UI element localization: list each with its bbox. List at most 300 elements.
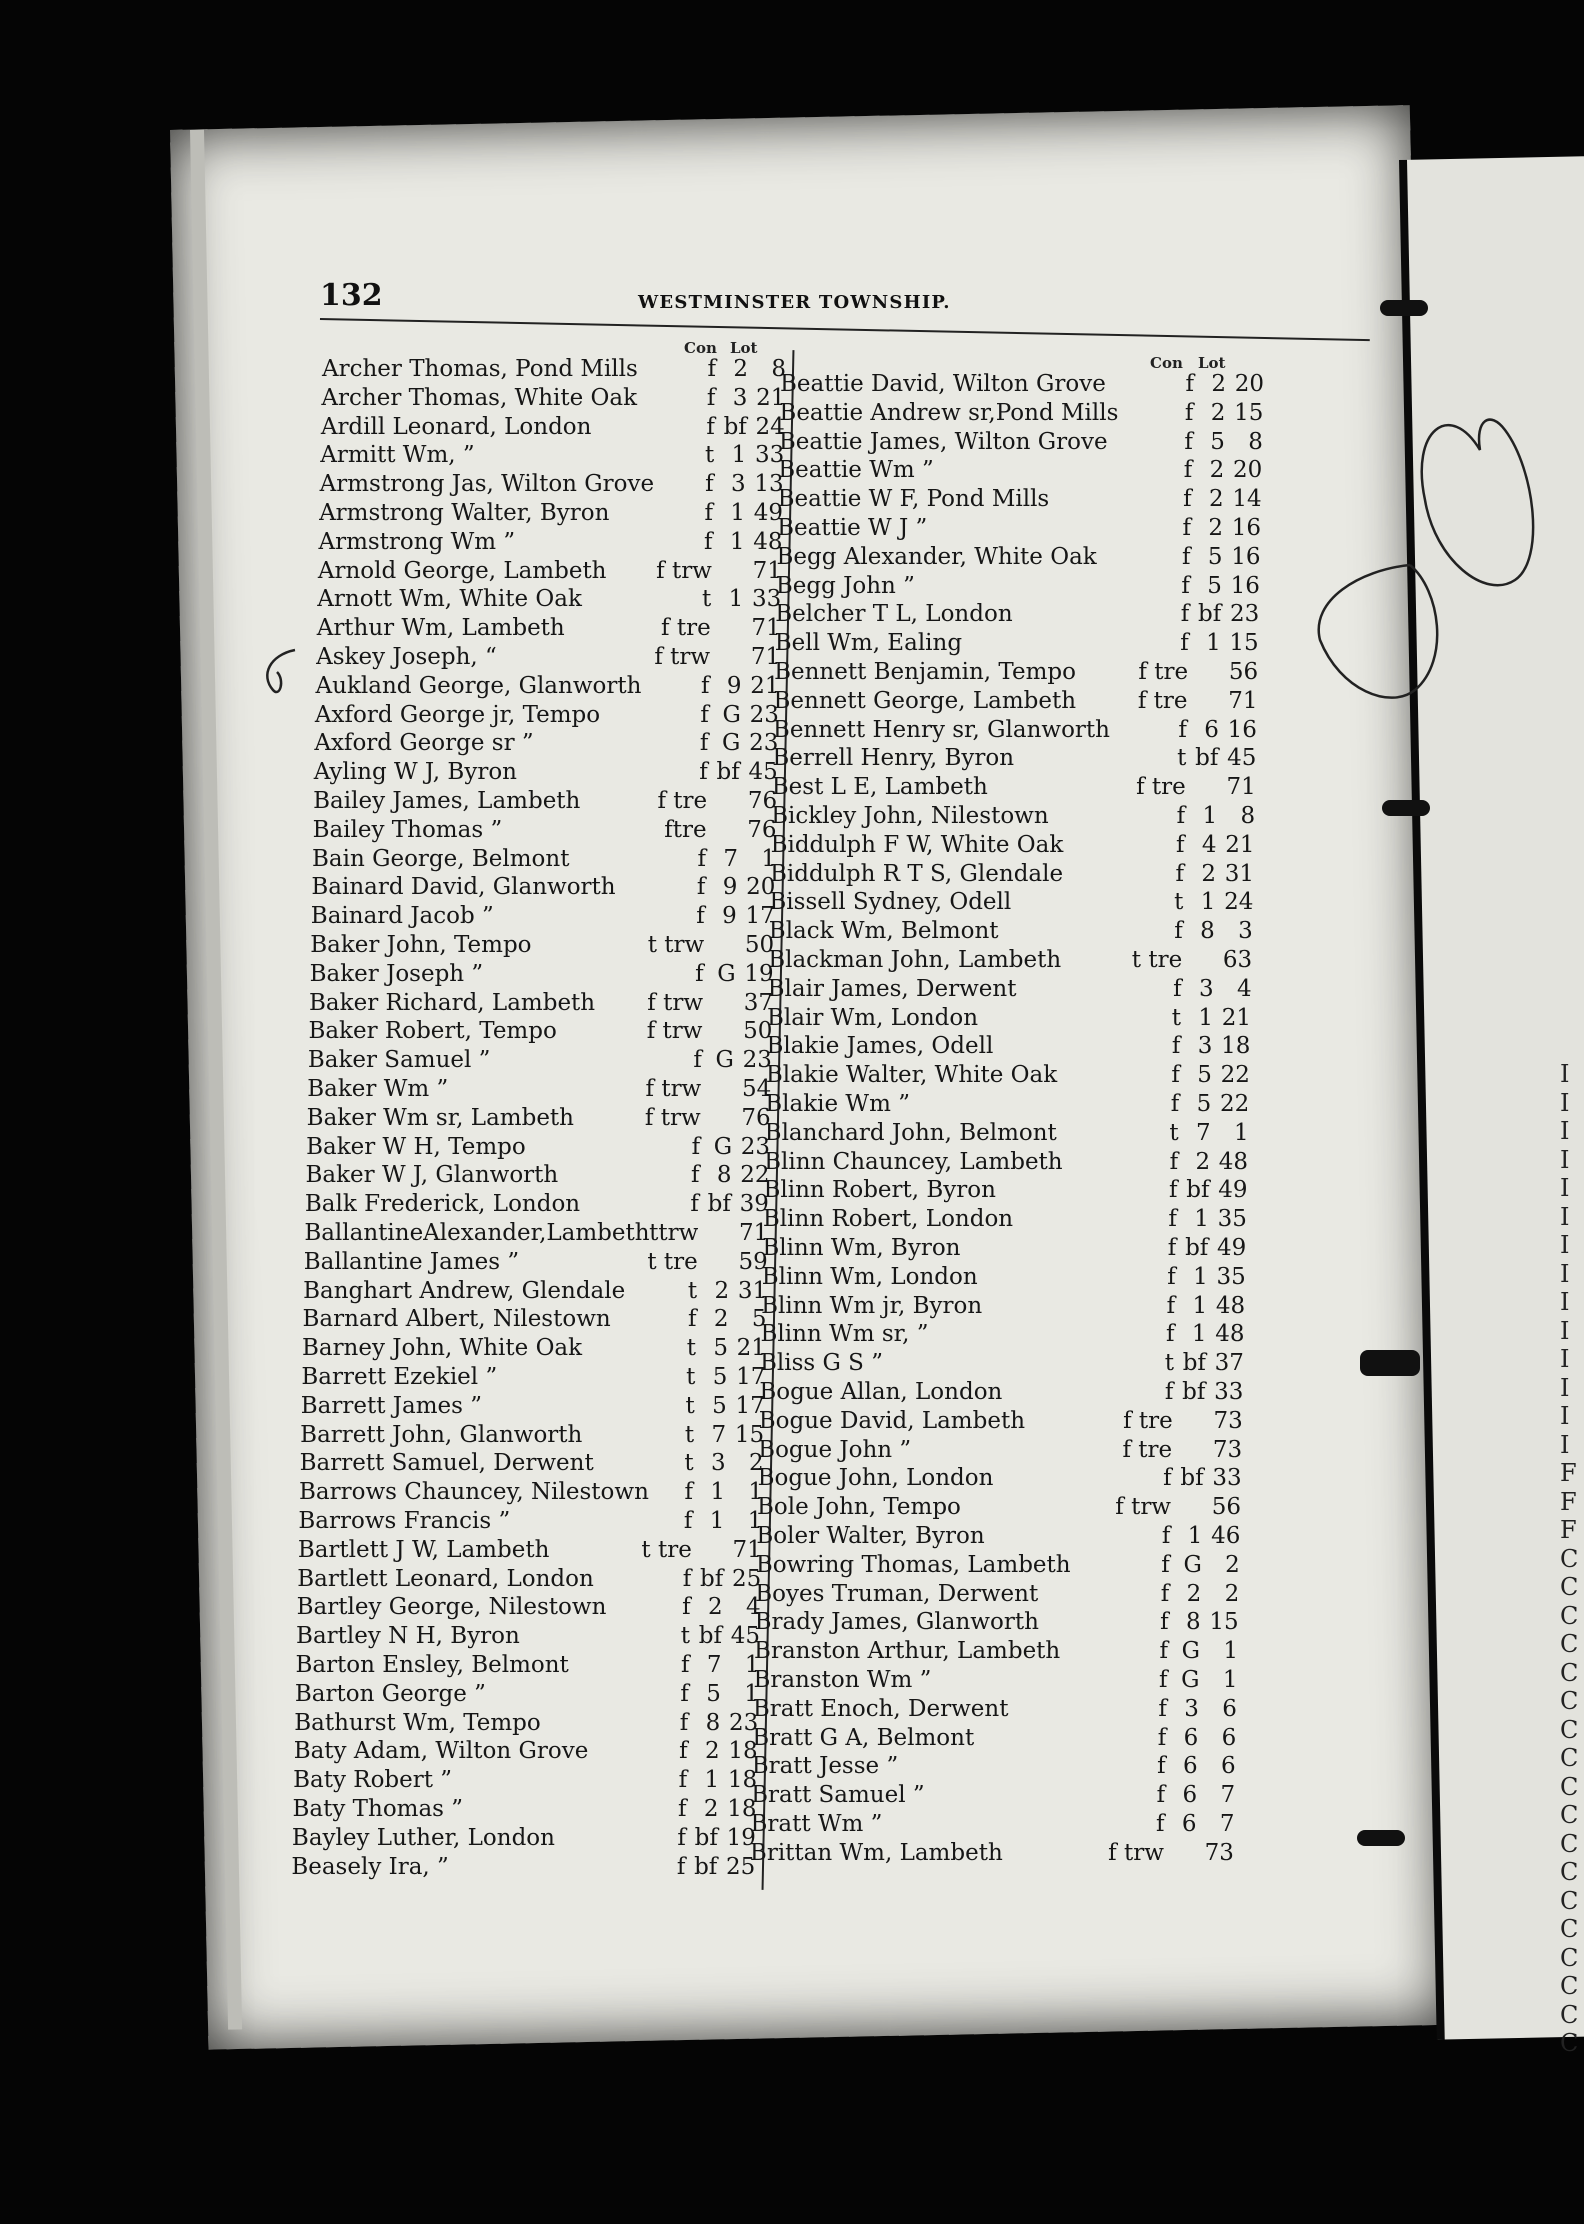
entry-name: Arnold George, Lambeth	[317, 557, 607, 584]
entry-name: Bogue Allan, London	[759, 1379, 1003, 1405]
entry-lot: 31	[1224, 860, 1254, 887]
entry-name: Beattie Andrew sr,Pond Mills	[779, 399, 1119, 426]
entry-tenure: f	[1166, 1321, 1175, 1348]
entry-tenure: f	[699, 730, 709, 757]
entry-lot: 1	[1234, 1119, 1249, 1146]
entry-name: Bartley George, Nilestown	[296, 1594, 607, 1621]
entry-tenure: f	[706, 384, 716, 411]
entry-tenure: t	[1174, 889, 1184, 916]
entry-name: Bainard David, Glanworth	[311, 874, 616, 901]
entry-name: Barnard Albert, Nilestown	[302, 1306, 611, 1333]
entry-tenure: f	[682, 1565, 692, 1592]
entry-name: Aukland George, Glanworth	[315, 672, 642, 699]
entry-name: Axford George jr, Tempo	[314, 701, 601, 728]
entry-con: bf	[723, 413, 747, 440]
running-title: WESTMINSTER TOWNSHIP.	[638, 292, 951, 313]
entry-tenure: t	[1177, 745, 1187, 772]
entry-tenure: f	[1155, 1811, 1165, 1837]
entry-con: 5	[713, 1335, 728, 1362]
entry-con: 1	[709, 1508, 725, 1534]
entry-lot: 22	[740, 1162, 770, 1189]
entry-con: 6	[1182, 1782, 1198, 1809]
entry-tenure: f	[693, 1047, 702, 1074]
entry-lot: 4	[1236, 975, 1252, 1002]
entry-lot: 18	[728, 1738, 758, 1765]
entry-con: bf	[1186, 1177, 1210, 1204]
entry-con: 8	[1200, 918, 1215, 945]
entry-name: Bayley Luther, London	[291, 1824, 555, 1851]
entry-tenure: f	[691, 1133, 701, 1160]
entry-lot: 71	[739, 1220, 769, 1246]
entry-lot: 16	[1227, 716, 1257, 743]
entry-con: 1	[1206, 630, 1221, 657]
margin-letter: F	[1560, 1487, 1577, 1516]
binding-pin	[1360, 1350, 1420, 1376]
entry-name: Blinn Wm sr, ”	[760, 1321, 929, 1348]
entry-lot: 24	[755, 413, 785, 440]
entry-tenure: f	[1176, 803, 1186, 829]
entry-tenure: f	[1158, 1695, 1167, 1722]
entry-lot: 8	[1248, 428, 1263, 455]
entry-con: 1	[1194, 1206, 1209, 1233]
entry-lot: 50	[743, 1018, 773, 1045]
entry-lot: 6	[1222, 1695, 1237, 1722]
entry-tenure: f	[1180, 601, 1190, 628]
entry-name: Axford George sr ”	[314, 730, 534, 757]
entry-lot: 33	[752, 586, 782, 613]
entry-tenure: f tre	[661, 615, 711, 642]
margin-letter: C	[1560, 1972, 1579, 2000]
entry-lot: 45	[748, 759, 778, 786]
entry-name: Blinn Chauncey, Lambeth	[764, 1148, 1063, 1175]
entry-lot: 33	[1212, 1465, 1242, 1492]
entry-con: 8	[705, 1709, 721, 1736]
entry-name: Barton Ensley, Belmont	[295, 1652, 569, 1678]
entry-tenure: f	[1169, 1148, 1179, 1175]
entry-lot: 31	[737, 1277, 768, 1304]
entry-tenure: f	[1171, 1062, 1180, 1089]
entry-con: 2	[703, 1796, 719, 1822]
entry-con: 7	[1196, 1119, 1211, 1146]
entry-name: Bartlett Leonard, London	[297, 1565, 594, 1592]
entry-con: bf	[694, 1853, 718, 1880]
entry-name: Archer Thomas, White Oak	[321, 384, 638, 411]
entry-lot: 21	[1225, 831, 1255, 858]
entry-name: Bratt Wm ”	[750, 1811, 883, 1837]
entry-con: 2	[705, 1738, 720, 1765]
entry-lot: 49	[753, 500, 784, 526]
entry-lot: 21	[750, 672, 780, 699]
entry-tenure: f tre	[657, 788, 708, 814]
entry-con: 5	[1197, 1062, 1212, 1089]
entry-name: Barrows Chauncey, Nilestown	[299, 1479, 649, 1506]
entry-name: Blinn Wm, London	[761, 1263, 978, 1290]
margin-letter: I	[1560, 1202, 1570, 1231]
entry-name: Ballantine James ”	[303, 1248, 520, 1275]
entry-tenure: f	[1181, 543, 1191, 570]
entry-con: 8	[1186, 1609, 1201, 1636]
entry-name: Blair Wm, London	[767, 1004, 979, 1031]
entry-tenure: f	[1161, 1523, 1171, 1549]
entry-name: Ardill Leonard, London	[320, 413, 592, 440]
entry-lot: 1	[748, 1479, 763, 1506]
entry-con: 2	[1209, 486, 1224, 513]
entry-name: Blanchard John, Belmont	[764, 1119, 1057, 1146]
entry-tenure: f	[678, 1767, 688, 1794]
entry-name: Beasely Ira, ”	[291, 1853, 449, 1880]
entry-tenure: t	[685, 1392, 695, 1419]
entry-name: Bartley N H, Byron	[296, 1623, 520, 1650]
entry-lot: 35	[1216, 1263, 1246, 1290]
entry-lot: 17	[735, 1392, 765, 1419]
entry-lot: 35	[1217, 1206, 1247, 1233]
entry-lot: 15	[1234, 399, 1264, 426]
lot-header: Lot	[730, 339, 758, 357]
entry-con: bf	[1182, 1350, 1206, 1377]
entry-name: Beattie David, Wilton Grove	[780, 371, 1106, 397]
entry-name: Barrett John, Glanworth	[300, 1421, 583, 1448]
entry-lot: 19	[726, 1824, 756, 1851]
entry-lot: 4	[746, 1594, 761, 1621]
entry-tenure: f	[679, 1709, 689, 1736]
margin-letter: C	[1560, 1715, 1579, 1744]
margin-letter: C	[1560, 1573, 1579, 1601]
margin-letter: C	[1560, 1829, 1579, 1858]
entry-lot: 71	[751, 615, 781, 642]
margin-letter: F	[1560, 1459, 1577, 1487]
entry-lot: 56	[1228, 659, 1259, 685]
entry-tenure: f	[1167, 1263, 1176, 1290]
entry-name: Beattie Wm ”	[778, 457, 934, 484]
entry-name: Branston Wm ”	[753, 1667, 932, 1693]
entry-con: 1	[1191, 1321, 1207, 1348]
entry-name: Begg Alexander, White Oak	[776, 543, 1097, 570]
entry-name: Baty Robert ”	[293, 1767, 453, 1794]
entry-name: Armitt Wm, ”	[320, 442, 475, 469]
entry-tenure: f	[1175, 860, 1184, 887]
con-header: Con	[684, 339, 717, 357]
entry-tenure: t	[1169, 1119, 1179, 1146]
entry-name: Bratt Samuel ”	[751, 1782, 925, 1809]
entry-lot: 25	[731, 1565, 762, 1592]
margin-letter: I	[1560, 1402, 1570, 1430]
entry-con: 1	[710, 1479, 725, 1506]
margin-letter: C	[1560, 1744, 1579, 1772]
entry-lot: 71	[1228, 687, 1258, 714]
entry-lot: 48	[753, 528, 783, 555]
entry-name: Bathurst Wm, Tempo	[294, 1709, 541, 1736]
entry-tenure: f tre	[1122, 1436, 1173, 1463]
entry-lot: 20	[1232, 457, 1263, 484]
entry-lot: 20	[746, 874, 776, 901]
entry-con: 1	[1193, 1263, 1208, 1290]
entry-lot: 2	[1224, 1580, 1240, 1607]
entry-lot: 23	[749, 701, 779, 728]
entry-tenure: f	[684, 1479, 693, 1506]
entry-name: Blinn Wm, Byron	[762, 1235, 961, 1261]
entry-tenure: f	[1157, 1753, 1166, 1780]
entry-tenure: f	[701, 672, 710, 699]
entry-name: Bogue David, Lambeth	[758, 1407, 1026, 1434]
entry-lot: 6	[1221, 1724, 1237, 1751]
entry-lot: 21	[736, 1335, 766, 1362]
entry-tenure: f	[1182, 515, 1192, 541]
entry-name: Brittan Wm, Lambeth	[749, 1839, 1003, 1866]
entry-con: 1	[704, 1767, 720, 1794]
entry-lot: 73	[1212, 1436, 1243, 1463]
entry-name: Banghart Andrew, Glendale	[303, 1277, 626, 1304]
entry-con: 3	[1197, 1033, 1213, 1060]
entry-con: 5	[712, 1392, 727, 1419]
entry-con: G	[713, 1133, 733, 1160]
entry-tenure: ttrw	[649, 1220, 699, 1246]
entry-con: 2	[733, 356, 748, 382]
entry-tenure: f trw	[1115, 1494, 1171, 1521]
entry-tenure: f	[1183, 457, 1193, 484]
entry-con: 2	[713, 1306, 729, 1333]
entry-tenure: f trw	[656, 557, 712, 584]
entry-tenure: f	[1156, 1782, 1166, 1809]
entry-con: 5	[712, 1364, 728, 1390]
entry-con: 1	[728, 586, 744, 613]
entry-lot: 18	[727, 1796, 757, 1822]
entry-con: G	[722, 701, 741, 728]
entry-lot: 14	[1232, 486, 1262, 513]
entry-name: Barney John, White Oak	[301, 1335, 583, 1362]
entry-name: Balk Frederick, London	[304, 1191, 581, 1218]
entry-name: Bissell Sydney, Odell	[769, 889, 1012, 916]
entry-lot: 18	[727, 1767, 758, 1794]
entry-name: Berrell Henry, Byron	[772, 745, 1015, 772]
entry-tenure: f	[690, 1191, 699, 1218]
entry-name: Bliss G S ”	[759, 1350, 883, 1377]
entry-tenure: f	[1184, 428, 1193, 455]
entry-tenure: f	[1161, 1551, 1170, 1578]
entry-tenure: f	[1158, 1667, 1168, 1693]
entry-tenure: ftre	[664, 816, 707, 843]
entry-tenure: f	[697, 845, 706, 872]
entry-con: 2	[1201, 860, 1216, 887]
entry-con: bf	[699, 1565, 724, 1592]
entry-lot: 15	[1209, 1609, 1239, 1636]
entry-con: 6	[1183, 1724, 1199, 1751]
margin-letter: I	[1560, 1430, 1570, 1459]
entry-con: bf	[1180, 1465, 1204, 1492]
entry-lot: 19	[744, 960, 774, 987]
entry-name: Biddulph F W, White Oak	[770, 831, 1064, 858]
entry-tenure: f trw	[645, 1076, 702, 1102]
entry-tenure: t	[686, 1364, 696, 1390]
entry-name: Barrett Ezekiel ”	[301, 1364, 498, 1390]
entry-tenure: f	[696, 903, 705, 930]
margin-letter: I	[1560, 1345, 1570, 1373]
entry-lot: 48	[1215, 1292, 1246, 1319]
entry-con: 8	[716, 1162, 732, 1189]
entry-name: Barrett Samuel, Derwent	[299, 1450, 594, 1477]
entry-tenure: f	[1157, 1724, 1167, 1751]
entry-name: Baty Adam, Wilton Grove	[293, 1738, 589, 1765]
entry-tenure: f	[677, 1824, 686, 1851]
entry-name: Beattie W F, Pond Mills	[777, 486, 1050, 513]
entry-name: Arnott Wm, White Oak	[317, 586, 582, 613]
entry-lot: 15	[734, 1421, 765, 1448]
entry-tenure: f tre	[1123, 1407, 1173, 1434]
entry-tenure: t	[687, 1277, 698, 1304]
entry-lot: 22	[1220, 1062, 1250, 1089]
entry-con: 6	[1181, 1811, 1197, 1837]
entry-tenure: t	[1164, 1350, 1174, 1377]
entry-lot: 20	[1234, 371, 1264, 397]
entry-con: G	[715, 1047, 734, 1074]
entry-name: Bratt Enoch, Derwent	[752, 1695, 1009, 1722]
entry-tenure: t	[1171, 1004, 1182, 1031]
entry-con: 5	[1196, 1091, 1212, 1117]
entry-con: bf	[1185, 1235, 1209, 1261]
entry-lot: 48	[1215, 1321, 1245, 1348]
entry-lot: 45	[1227, 745, 1257, 772]
entry-lot: 8	[1240, 803, 1256, 829]
entry-lot: 23	[740, 1133, 771, 1160]
entry-lot: 7	[1220, 1782, 1236, 1809]
entry-lot: 49	[1218, 1177, 1248, 1204]
margin-letter: C	[1560, 1886, 1579, 1915]
entry-tenure: t	[684, 1450, 694, 1477]
entry-con: 1	[731, 442, 747, 469]
entry-lot: 50	[744, 932, 775, 958]
entry-tenure: f	[1159, 1638, 1169, 1665]
entry-con: bf	[716, 759, 740, 786]
entry-lot: 73	[1213, 1407, 1243, 1434]
entry-tenure: f	[695, 960, 704, 987]
entry-name: Arthur Wm, Lambeth	[316, 615, 565, 642]
entry-con: 5	[1207, 543, 1223, 570]
entry-name: Bogue John ”	[758, 1436, 912, 1463]
entry-con: bf	[1195, 745, 1219, 772]
entry-lot: 3	[1238, 918, 1253, 945]
margin-letter: C	[1560, 2029, 1579, 2057]
entry-con: 3	[731, 471, 746, 498]
entry-name: BallantineAlexander,Lambeth	[304, 1220, 650, 1246]
entry-con: bf	[1182, 1379, 1206, 1405]
entry-name: Brady James, Glanworth	[754, 1609, 1039, 1636]
margin-letter: I	[1560, 1316, 1570, 1345]
entry-lot: 76	[747, 816, 777, 843]
entry-name: Begg John ”	[775, 572, 915, 599]
binding-pin	[1380, 300, 1428, 316]
entry-con: G	[717, 960, 736, 987]
entry-tenure: f	[1174, 918, 1183, 945]
entry-lot: 16	[1231, 543, 1261, 570]
entry-con: 2	[708, 1594, 723, 1621]
entry-lot: 49	[1217, 1235, 1247, 1261]
entry-tenure: f	[688, 1306, 697, 1333]
margin-letter: C	[1560, 1915, 1579, 1943]
entry-name: Barrett James ”	[300, 1392, 483, 1419]
entry-name: Armstrong Walter, Byron	[319, 500, 610, 526]
entry-tenure: f	[680, 1680, 689, 1707]
entry-tenure: f	[1166, 1292, 1176, 1319]
entry-tenure: f	[1170, 1091, 1180, 1117]
entry-name: Baker Samuel ”	[307, 1047, 491, 1074]
entry-con: 2	[1208, 515, 1224, 541]
entry-name: Bratt Jesse ”	[751, 1753, 899, 1780]
entry-lot: 13	[754, 471, 784, 498]
entry-name: Beattie W J ”	[777, 515, 928, 541]
entry-name: Blakie Walter, White Oak	[765, 1062, 1058, 1089]
entry-lot: 54	[741, 1076, 772, 1102]
entry-tenure: t	[684, 1421, 695, 1448]
handwritten-mark	[255, 640, 315, 710]
entry-con: 7	[723, 845, 738, 872]
entry-name: Askey Joseph, “	[316, 644, 497, 670]
margin-letter: C	[1560, 1658, 1579, 1687]
entry-lot: 5	[751, 1306, 767, 1333]
entry-tenure: f	[682, 1594, 691, 1621]
entry-con: bf	[707, 1191, 731, 1218]
entry-lot: 16	[1230, 572, 1260, 599]
entry-con: bf	[698, 1623, 723, 1650]
binding-pin	[1382, 800, 1430, 816]
entry-con: 1	[730, 500, 746, 526]
entry-name: Boler Walter, Byron	[756, 1523, 985, 1549]
entry-con: G	[721, 730, 741, 757]
entry-tenure: t trw	[647, 932, 705, 958]
entry-lot: 24	[1224, 889, 1254, 916]
entry-tenure: t tre	[647, 1248, 698, 1275]
entry-name: Boyes Truman, Derwent	[755, 1580, 1039, 1607]
entry-name: Blinn Robert, London	[762, 1206, 1014, 1233]
entry-tenure: f	[1167, 1235, 1177, 1261]
entry-lot: 1	[747, 1508, 763, 1534]
entry-con: 2	[1186, 1580, 1202, 1607]
entry-tenure: f	[1171, 1033, 1181, 1060]
entry-name: Biddulph R T S, Glendale	[769, 860, 1064, 887]
entry-con: 2	[1210, 399, 1226, 426]
entry-name: Baker Richard, Lambeth	[309, 989, 596, 1016]
entry-lot: 15	[1229, 630, 1259, 657]
entry-name: Bole John, Tempo	[757, 1494, 961, 1521]
margin-letter: C	[1560, 1943, 1579, 1972]
entry-tenure: f trw	[644, 1104, 701, 1131]
entry-name: Bailey James, Lambeth	[313, 788, 581, 814]
entry-lot: 71	[750, 644, 781, 670]
entry-tenure: f	[700, 701, 709, 728]
entry-name: Ayling W J, Byron	[313, 759, 517, 786]
entry-lot: 2	[1225, 1551, 1240, 1578]
entry-con: 9	[722, 903, 737, 930]
entry-tenure: f	[1176, 831, 1185, 858]
entry-con: G	[1181, 1667, 1200, 1693]
margin-letter: C	[1560, 1801, 1579, 1829]
entry-lot: 73	[1204, 1839, 1234, 1866]
entry-con: 6	[1204, 716, 1219, 743]
entry-lot: 56	[1211, 1494, 1241, 1521]
entry-lot: 23	[749, 730, 779, 757]
entry-lot: 23	[729, 1709, 759, 1736]
entry-con: G	[1183, 1551, 1202, 1578]
entry-tenure: t tre	[641, 1536, 692, 1563]
entry-tenure: f trw	[647, 989, 704, 1016]
entry-name: Bailey Thomas ”	[312, 816, 503, 843]
entry-tenure: f	[679, 1738, 688, 1765]
entry-con: 3	[1198, 975, 1214, 1002]
entry-con: 2	[1211, 371, 1226, 397]
entry-tenure: t tre	[1131, 947, 1183, 973]
entry-lot: 17	[736, 1364, 766, 1390]
entry-name: Blair James, Derwent	[767, 975, 1017, 1002]
entry-name: Baty Thomas ”	[292, 1796, 464, 1822]
entry-con: 6	[1183, 1753, 1198, 1780]
